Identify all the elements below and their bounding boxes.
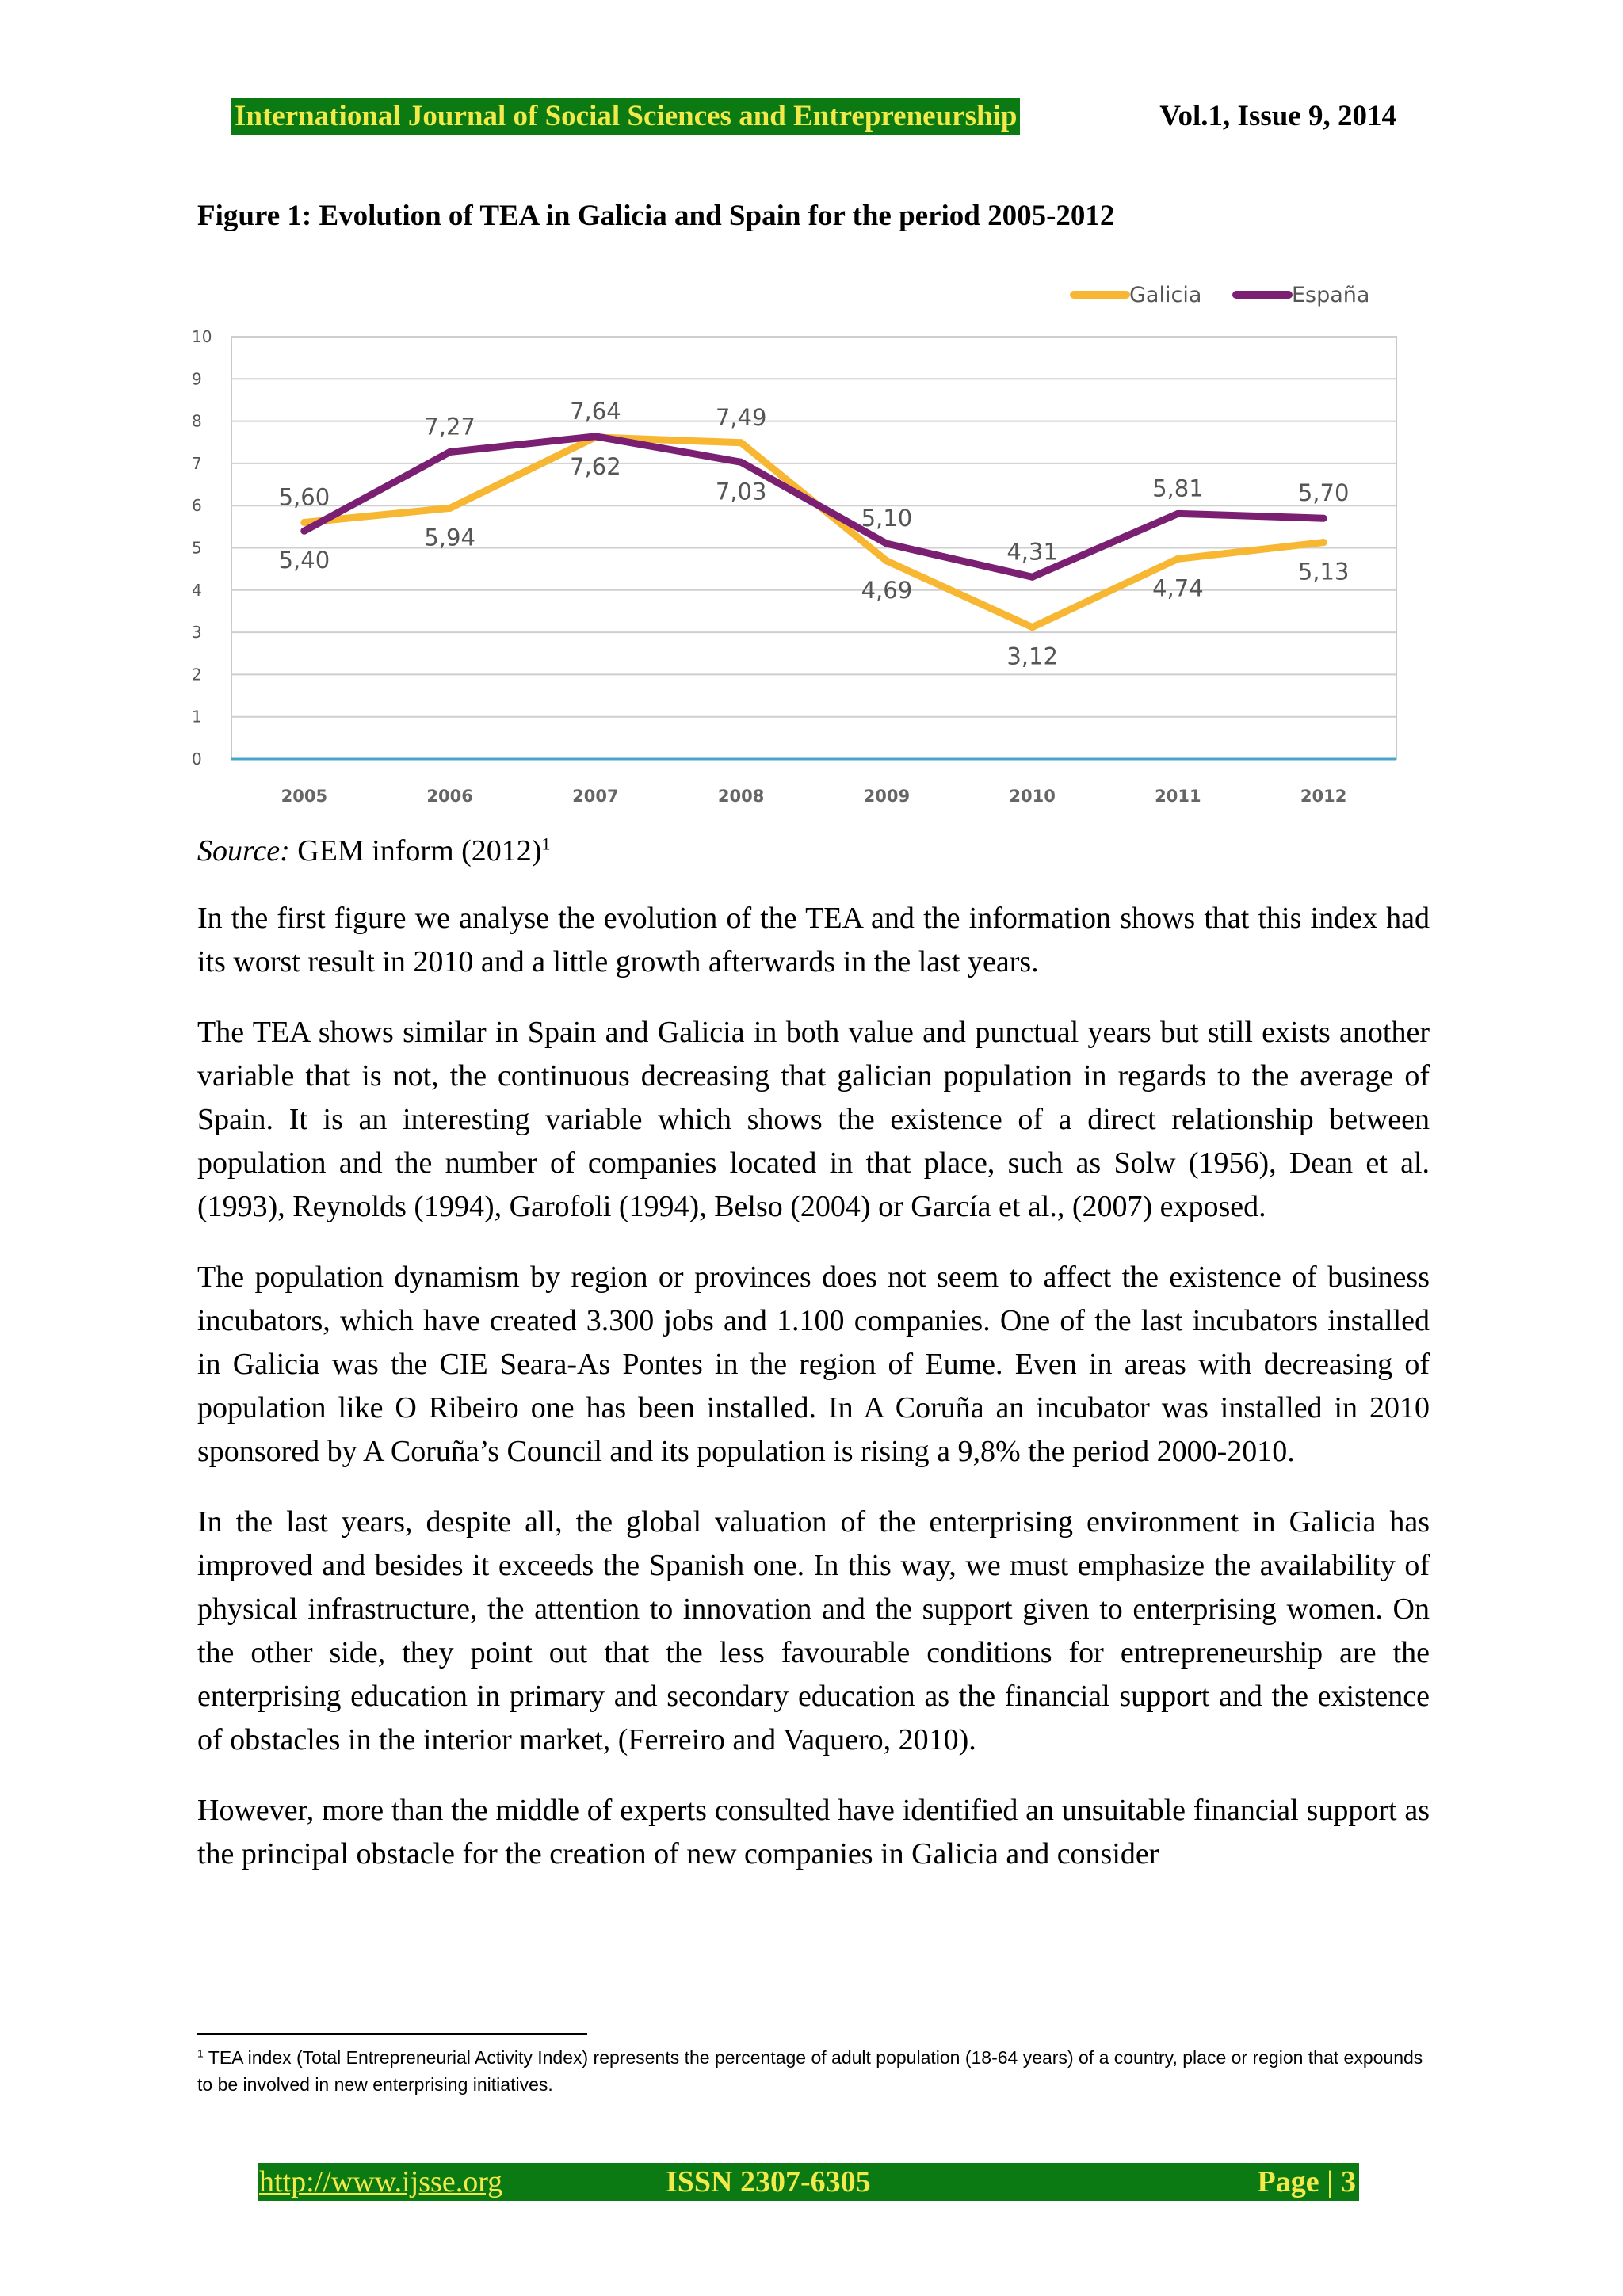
legend-label: España (1292, 283, 1370, 307)
data-label: 4,31 (1006, 538, 1058, 566)
data-point (300, 528, 307, 535)
label-layer (279, 398, 1350, 670)
x-tick-label: 2007 (572, 787, 619, 806)
y-tick-label: 7 (192, 453, 202, 473)
figure-title: Figure 1: Evolution of TEA in Galicia and Spain for the period 2005-2012 (197, 200, 1115, 232)
grid-layer (192, 327, 1396, 806)
figure-source (197, 832, 550, 870)
data-point (1320, 515, 1327, 522)
volume-info: Vol.1, Issue 9, 2014 (1159, 100, 1396, 132)
y-tick-label: 6 (192, 496, 202, 516)
paragraph: However, more than the middle of experts consulted have identified an unsuitable financial support as the principal obstacle for the creation of new companies in Galicia and consider (197, 1794, 1430, 1871)
x-tick-label: 2012 (1300, 787, 1347, 806)
page-footer (258, 2163, 1359, 2201)
data-point (1029, 574, 1036, 581)
data-label: 4,69 (861, 577, 913, 605)
footnote-mark: 1 (197, 2046, 204, 2060)
y-tick-label: 5 (192, 538, 202, 558)
data-point (1174, 555, 1182, 563)
data-label: 5,81 (1152, 475, 1204, 502)
data-label: 5,70 (1297, 479, 1350, 507)
source-text: GEM inform (2012) (289, 834, 542, 868)
x-tick-label: 2008 (717, 787, 765, 806)
source-footnote-mark: 1 (541, 833, 551, 854)
chart-legend (1074, 283, 1369, 307)
y-tick-label: 4 (192, 580, 202, 600)
data-point (1174, 510, 1182, 517)
data-point (883, 540, 890, 547)
footnote-divider (197, 2033, 587, 2035)
data-label: 4,74 (1152, 574, 1204, 602)
y-tick-label: 9 (192, 369, 202, 389)
data-label: 7,27 (424, 413, 475, 441)
y-tick-label: 3 (192, 623, 202, 643)
data-point (738, 439, 745, 446)
x-tick-label: 2010 (1009, 787, 1056, 806)
data-label: 5,94 (424, 524, 475, 551)
data-point (446, 505, 453, 512)
data-point (446, 448, 453, 456)
x-tick-label: 2011 (1155, 787, 1201, 806)
tea-line-chart (182, 261, 1419, 832)
y-tick-label: 2 (192, 665, 202, 685)
chart-svg (182, 261, 1419, 832)
paragraph: The population dynamism by region or provinces does not seem to affect the existence of business incubators, which have created 3.300 jobs and 1.100 companies. One of the last incubators installed in Galicia was the CIE Seara-As Pontes in the region of Eume. Even in areas with decreasing of population like O Ribeiro one has been installed. In A Coruña an incubator was installed in 2010 sponsored by A Coruña’s Council and its population is rising a 9,8% the period 2000-2010. (197, 1261, 1430, 1468)
data-point (883, 558, 890, 565)
data-point (1029, 624, 1036, 631)
data-label: 7,49 (715, 403, 767, 431)
data-label: 7,62 (570, 452, 621, 480)
y-tick-label: 8 (192, 411, 202, 431)
journal-title: International Journal of Social Sciences and Entrepreneurship (231, 98, 1020, 135)
y-tick-label: 10 (192, 327, 212, 346)
y-tick-label: 1 (192, 707, 202, 727)
data-label: 7,64 (570, 397, 621, 425)
footnote-text: TEA index (Total Entrepreneurial Activity Index) represents the percentage of adult population (18-64 years) of a country, place or region that expounds to be involved in new enterprising initiatives. (197, 2047, 1423, 2095)
data-label: 3,12 (1006, 643, 1058, 670)
paragraph: In the first figure we analyse the evolution of the TEA and the information shows that this index had its worst result in 2010 and a little growth afterwards in the last years. (197, 902, 1430, 978)
legend-label: Galicia (1129, 283, 1202, 307)
footnote (197, 2044, 1430, 2098)
data-point (1320, 539, 1327, 546)
data-label: 7,03 (715, 478, 767, 505)
x-tick-label: 2005 (281, 787, 328, 806)
x-tick-label: 2006 (426, 787, 473, 806)
paragraph: In the last years, despite all, the global valuation of the enterprising environment in Galicia has improved and besides it exceeds the Spanish one. In this way, we must emphasize the availability of physical infrastructure, the attention to innovation and the support given to enterprising women. On the other side, they point out that the less favourable conditions for entrepreneurship are the enterprising education in primary and secondary education as the financial support and the existence of obstacles in the interior market, (Ferreiro and Vaquero, 2010). (197, 1505, 1430, 1756)
data-label: 5,13 (1297, 558, 1350, 585)
body-text (197, 897, 1430, 1903)
data-label: 5,10 (861, 505, 913, 532)
x-tick-label: 2009 (863, 787, 911, 806)
data-label: 5,60 (278, 483, 330, 511)
data-label: 5,40 (278, 547, 330, 574)
journal-url-link[interactable]: http://www.ijsse.org (259, 2165, 503, 2199)
y-tick-label: 0 (192, 749, 202, 769)
page-header (231, 98, 1396, 135)
data-point (300, 519, 307, 526)
page-number: Page | 3 (1257, 2165, 1356, 2199)
paragraph: The TEA shows similar in Spain and Galicia in both value and punctual years but still exists another variable that is not, the continuous decreasing that galician population in regards to the average of Spain. It is an interesting variable which shows the existence of a direct relationship between population and the number of companies located in that place, such as Solw (1956), Dean et al. (1993), Reynolds (1994), Garofoli (1994), Belso (2004) or García et al., (2007) exposed. (197, 1016, 1430, 1223)
data-point (738, 459, 745, 466)
source-label: Source: (197, 834, 290, 868)
data-point (592, 433, 599, 440)
issn: ISSN 2307-6305 (666, 2165, 871, 2199)
